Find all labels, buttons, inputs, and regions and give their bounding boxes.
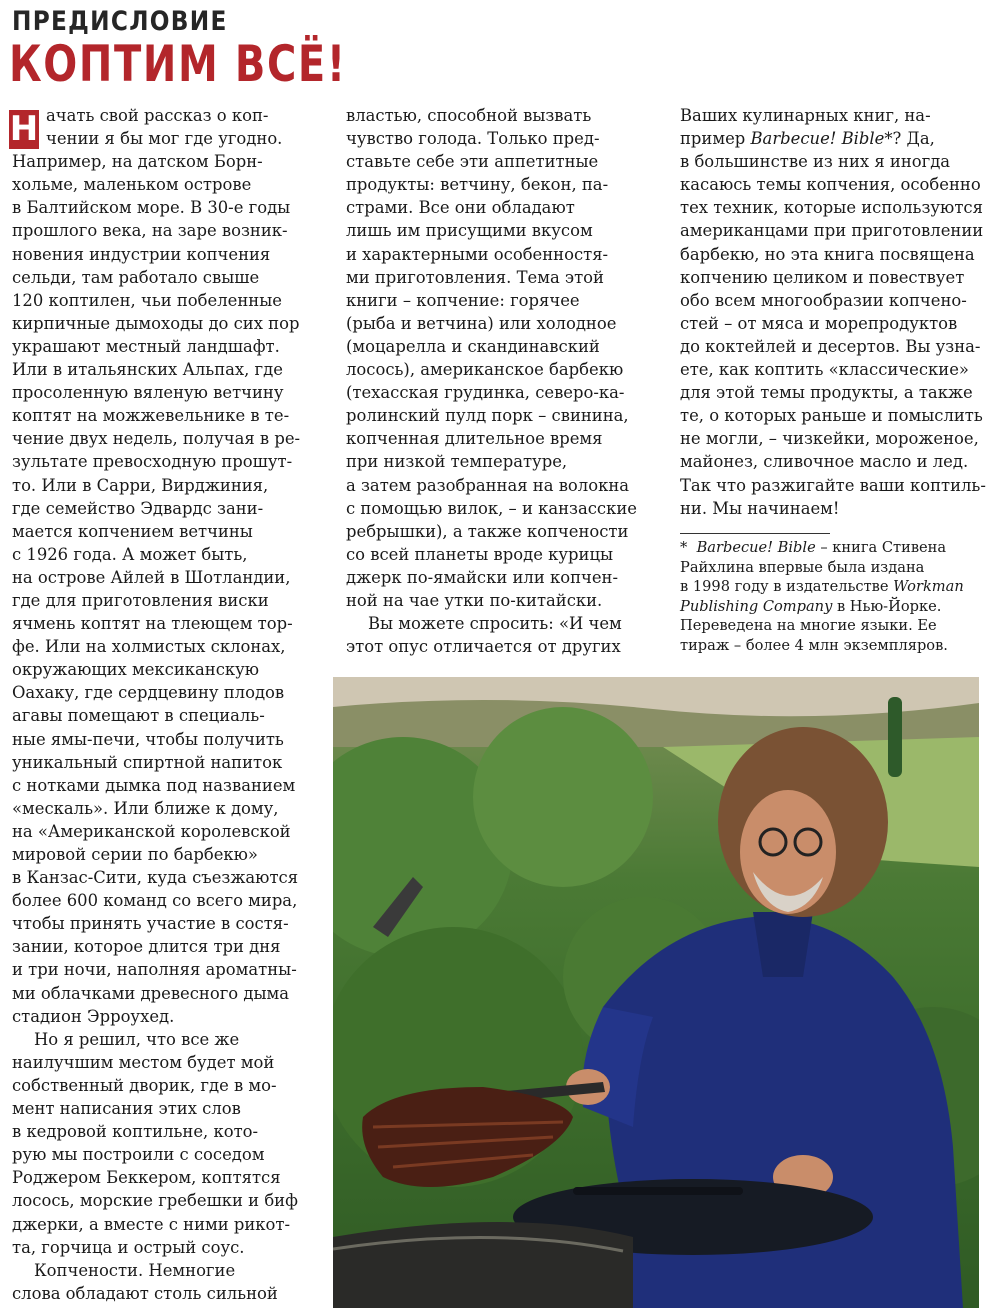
text-line: ячмень коптят на тлеющем тор- <box>12 614 293 634</box>
text-line: 120 коптилен, чьи побеленные <box>12 290 282 310</box>
text-line: зании, которое длится три дня <box>12 937 281 957</box>
text-line: где семейство Эдвардс зани- <box>12 498 264 518</box>
text-line: собственный дворик, где в мо- <box>12 1075 277 1095</box>
text-line: для этой темы продукты, а также <box>680 383 973 403</box>
text-line: слова обладают столь сильной <box>12 1283 278 1303</box>
text-line: агавы помещают в специаль- <box>12 706 265 726</box>
text-line: (техасская грудинка, северо-ка- <box>346 383 625 403</box>
text-line: лишь им присущими вкусом <box>346 221 593 241</box>
footnote-marker: * <box>680 539 688 556</box>
text-line: Вы можете спросить: «И чем <box>368 614 622 634</box>
text-line: властью, способной вызвать <box>346 106 592 125</box>
text-line: этот опус отличается от других <box>346 637 621 657</box>
text-line: (моцарелла и скандинавский <box>346 336 600 356</box>
text-line: уникальный спиртной напиток <box>12 752 283 772</box>
text-line: копчению целиком и повествует <box>680 267 965 287</box>
photo-bush <box>473 707 653 887</box>
text-line: мается копчением ветчины <box>12 521 253 541</box>
text-line: лосось), американское барбекю <box>346 360 624 380</box>
footnote-line: Publishing Company в Нью-Йорке. <box>680 597 942 615</box>
text-line: новения индустрии копчения <box>12 244 271 264</box>
text-line: кирпичные дымоходы до сих пор <box>12 313 300 333</box>
text-line: мент написания этих слов <box>12 1099 241 1119</box>
text-line: ми облачками древесного дыма <box>12 983 290 1003</box>
photo-grill <box>333 1222 633 1308</box>
text-line: ные ямы-печи, чтобы получить <box>12 729 284 749</box>
text-line: копченная длительное время <box>346 429 603 449</box>
text-line: Ваших кулинарных книг, на- <box>680 106 931 125</box>
text-line: те, о которых раньше и помыслить <box>680 406 983 426</box>
text-line: и три ночи, наполняя ароматны- <box>12 960 297 980</box>
footnote-line: тираж – более 4 млн экземпляров. <box>680 636 948 654</box>
text-column-2 <box>346 104 646 658</box>
text-line: коптят на можжевельнике в те- <box>12 406 290 426</box>
footnote-line: Райхлина впервые была издана <box>680 558 925 576</box>
photo-illustration <box>333 677 979 1308</box>
text-line: ачать свой рассказ о коп- <box>46 106 269 125</box>
text-line: окружающих мексиканскую <box>12 660 260 680</box>
text-line: где для приготовления виски <box>12 590 269 610</box>
text-line: на острове Айлей в Шотландии, <box>12 567 291 587</box>
text-line: обо всем многообразии копчено- <box>680 290 967 310</box>
book-title-ref: Barbecue! Bible <box>750 129 885 149</box>
text-line: фе. Или на холмистых склонах, <box>12 637 286 657</box>
text-line: джерк по-ямайски или копчен- <box>346 567 618 587</box>
text-line: стадион Эрроухед. <box>12 1006 175 1026</box>
text-line: Копчености. Немногие <box>34 1260 236 1280</box>
photo-pan-handle <box>573 1187 743 1195</box>
text-column-1 <box>12 104 312 1305</box>
text-line: со всей планеты вроде курицы <box>346 544 614 564</box>
text-line: ни. Мы начинаем! <box>680 498 840 518</box>
page-title: КОПТИМ ВСЁ! <box>9 35 347 93</box>
text-line: Так что разжигайте ваши коптиль- <box>680 475 986 495</box>
text-line: мировой серии по барбекю» <box>12 845 258 864</box>
photo-face <box>740 790 836 914</box>
footnote-divider <box>680 533 830 534</box>
text-line: то. Или в Сарри, Вирджиния, <box>12 475 269 495</box>
text-line: чение двух недель, получая в ре- <box>12 429 301 449</box>
text-line: лосось, морские гребешки и биф <box>12 1191 298 1211</box>
text-line: книги – копчение: горячее <box>346 290 580 310</box>
text-line: Роджером Беккером, коптятся <box>12 1168 281 1188</box>
text-line: рую мы построили с соседом <box>12 1145 265 1165</box>
footnote-line: * Barbecue! Bible – книга Стивена <box>680 539 947 556</box>
text-line: ролинский пулд порк – свинина, <box>346 406 629 426</box>
text-line: в кедровой коптильне, кото- <box>12 1122 259 1142</box>
text-line: наилучшим местом будет мой <box>12 1052 275 1072</box>
text-line: чении я бы мог где угодно. <box>46 129 283 149</box>
footnote-line: Переведена на многие языки. Ее <box>680 617 937 635</box>
text-line: тех техник, которые используются <box>680 198 983 218</box>
text-line: Но я решил, что все же <box>34 1029 240 1049</box>
photo-collar <box>753 912 813 977</box>
text-line: до коктейлей и десертов. Вы узна- <box>680 336 981 356</box>
text-line: с нотками дымка под названием <box>12 775 296 795</box>
photo-cactus <box>888 697 902 777</box>
text-line: и характерными особенностя- <box>346 244 609 264</box>
text-line: ми приготовления. Тема этой <box>346 267 604 287</box>
photo-man-grilling-brisket <box>333 677 979 1308</box>
text-line: более 600 команд со всего мира, <box>12 891 298 911</box>
text-line: прошлого века, на заре возник- <box>12 221 288 241</box>
text-line: зультате превосходную прошут- <box>12 452 293 472</box>
text-line: сельди, там работало свыше <box>12 267 260 287</box>
text-line: касаюсь темы копчения, особенно <box>680 175 981 195</box>
text-column-3 <box>680 104 1000 520</box>
text-line: барбекю, но эта книга посвящена <box>680 244 975 264</box>
footnote-line: в 1998 году в издательстве Workman <box>680 578 964 596</box>
drop-cap: Н <box>9 109 39 149</box>
text-line: в Балтийском море. В 30-е годы <box>12 198 291 218</box>
text-line: не могли, – чизкейки, мороженое, <box>680 429 979 449</box>
text-line: хольме, маленьком острове <box>12 175 252 195</box>
text-line: чувство голода. Только пред- <box>346 129 600 149</box>
text-line: украшают местный ландшафт. <box>12 336 280 356</box>
text-line: Оахаку, где сердцевину плодов <box>12 683 285 703</box>
text-line: Или в итальянских Альпах, где <box>12 360 283 380</box>
text-line: ете, как коптить «классические» <box>680 360 969 380</box>
text-line: «мескаль». Или ближе к дому, <box>12 798 279 818</box>
text-line: джерки, а вместе с ними рикот- <box>12 1214 291 1234</box>
text-line: с 1926 года. А может быть, <box>12 544 248 564</box>
text-line: в большинстве из них я иногда <box>680 152 951 172</box>
text-line: продукты: ветчину, бекон, па- <box>346 175 609 195</box>
text-line: ребрышки), а также копчености <box>346 521 629 541</box>
text-line: та, горчица и острый соус. <box>12 1237 245 1257</box>
text-line: в Канзас-Сити, куда съезжаются <box>12 868 299 888</box>
text-line: просоленную вяленую ветчину <box>12 383 284 403</box>
section-kicker: ПРЕДИСЛОВИЕ <box>12 6 228 37</box>
footnote <box>680 538 1000 656</box>
text-line: на «Американской королевской <box>12 821 291 841</box>
text-line: Например, на датском Борн- <box>12 152 263 172</box>
text-line: американцами при приготовлении <box>680 221 984 241</box>
text-line: стей – от мяса и морепродуктов <box>680 313 958 333</box>
text-line: ной на чае утки по-китайски. <box>346 590 603 610</box>
text-line: страми. Все они обладают <box>346 198 575 218</box>
text-line: при низкой температуре, <box>346 452 568 472</box>
text-line: ставьте себе эти аппетитные <box>346 152 599 172</box>
text-line: с помощью вилок, – и канзасские <box>346 498 637 518</box>
text-line: а затем разобранная на волокна <box>346 475 630 495</box>
text-line: чтобы принять участие в состя- <box>12 914 289 934</box>
text-line: майонез, сливочное масло и лед. <box>680 452 969 472</box>
text-line: (рыба и ветчина) или холодное <box>346 313 617 333</box>
text-line: пример Barbecue! Bible*? Да, <box>680 129 935 149</box>
